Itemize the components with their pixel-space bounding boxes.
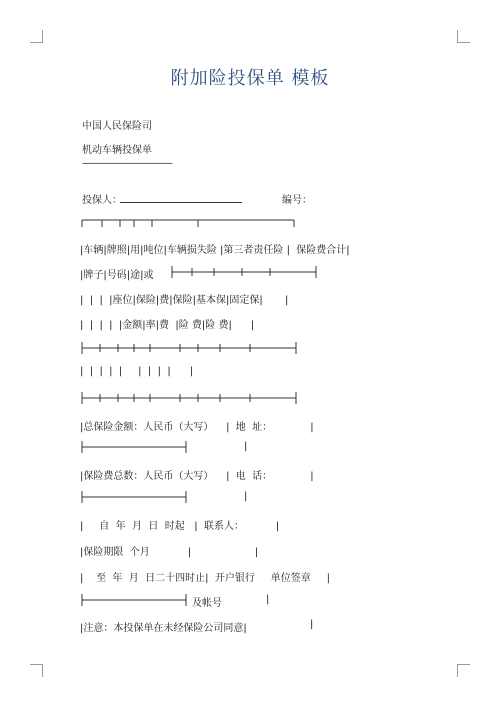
bank-account-field[interactable]: [80, 593, 190, 607]
applicant-field[interactable]: [120, 202, 242, 203]
separator-bar: |: [244, 441, 248, 452]
period-end-line: | 至 年 月 日二十四时止| 开户银行 单位签章 |: [80, 573, 331, 584]
number-label: 编号：: [282, 195, 312, 206]
table-header-row-4: | | | | |金额|率|费 |险 费|险 费| |: [80, 320, 255, 331]
table-header-row-2: |牌子|号码|途|或: [80, 270, 157, 281]
total-amount-line: |总保险金额：人民币（大写） | 地 址： |: [80, 422, 314, 433]
crop-mark-top-right: [457, 30, 470, 43]
total-amount-field[interactable]: [80, 440, 190, 454]
separator-bar: |: [266, 594, 270, 605]
row-2-divider: [172, 265, 322, 279]
insurance-period-line: |保险期限 个月 | |: [80, 547, 259, 558]
dash-separator: ——————————: [82, 158, 172, 169]
company-name: 中国人民保险司: [82, 121, 152, 132]
premium-total-field[interactable]: [80, 490, 190, 504]
bank-account-label: 及帐号: [192, 598, 222, 609]
form-name: 机动车辆投保单: [82, 145, 152, 156]
table-header-row-3: | | | |座位|保险|费|保险|基本保|固定保| |: [80, 295, 289, 306]
separator-bar: |: [244, 491, 248, 502]
separator-bar: |: [310, 619, 314, 630]
applicant-label: 投保人：: [82, 195, 122, 206]
period-start-line: | 自 年 月 日 时起 | 联系人： |: [80, 521, 280, 532]
document-title: 附加险投保单 模板: [170, 68, 330, 89]
crop-mark-bottom-right: [457, 664, 470, 677]
table-top-border: [80, 218, 300, 230]
crop-mark-bottom-left: [30, 664, 43, 677]
premium-total-line: |保险费总数：人民币（大写） | 电 话： |: [80, 471, 314, 482]
table-mid-border: [80, 341, 300, 355]
notice-line: |注意：本投保单在未经保险公司同意|: [80, 623, 247, 634]
table-data-row: | | | | | | | | | |: [80, 366, 194, 377]
crop-mark-top-left: [30, 30, 43, 43]
table-bottom-border: [80, 391, 300, 405]
table-header-row-1: |车辆|牌照|用|吨位|车辆损失险 |第三者责任险 | 保险费合计|: [80, 245, 350, 256]
